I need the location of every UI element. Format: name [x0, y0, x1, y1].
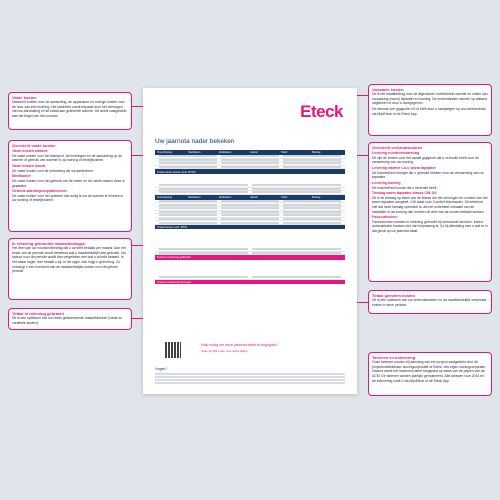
callout-title: Variabele kosten	[372, 87, 404, 92]
callout-text: Dit is de toeslag op basis van de klasse die het vermogen en comfort van het warm tapwater aangeeft. CW staat voor Comfort Warmwater. Dit betekent niet dat deze toeslag optioneel is, als het onderdeel uitmaakt van de installatie in uw woning dan moeten dit deel van de kosten betaald worden.	[372, 195, 488, 214]
callout-text: De tarieven per gigajoule m3 of kWh kunt u raadplegen op ons tarievenblad via MijnEteck of de Eteck App.	[372, 106, 486, 116]
total-row	[155, 280, 345, 285]
callout-subtitle: Vaste kosten warmte	[12, 149, 48, 154]
callout-title: In rekening gebrachte maandbedragen	[12, 241, 86, 246]
verbruikskosten-table	[155, 184, 345, 229]
column-header: Startdatum	[188, 195, 201, 199]
total-row	[155, 225, 345, 230]
callout-vaste-kosten	[8, 92, 132, 130]
total-label: Totaal kosten excl. BTW	[157, 225, 187, 230]
column-header: Einddatum	[219, 151, 232, 154]
callout-text: De vaste kosten voor het transport, de leveringen en de aansluiting op de warmte of gebruik van warmte in uw woning of bedrijfsruimte.	[12, 153, 123, 163]
callout-subtitle: Meetkamer	[12, 174, 31, 179]
callout-title: Totaal gemeten kosten	[372, 293, 416, 298]
footer-text	[155, 373, 345, 385]
column-header: Aantal	[250, 195, 258, 199]
total-label: Totaal te betalen/ontvangen	[157, 279, 192, 284]
total-label: Totaal in rekening gebracht	[157, 255, 191, 260]
column-header: Bedrag	[312, 195, 321, 199]
callout-subtitle: Gebruik warmtepomp/afleverset	[12, 189, 67, 194]
column-header: Startdatum	[188, 151, 201, 154]
callout-title: Overzicht vaste kosten	[12, 143, 56, 148]
column-header: Bedrag	[312, 151, 321, 154]
document-title: Uw jaarnota nader bekeken	[155, 138, 235, 145]
total-row	[155, 255, 345, 260]
callout-variabele-kosten	[368, 84, 492, 136]
eteck-logo: Eteck	[300, 102, 343, 121]
callout-totaal-verbruik	[368, 290, 492, 314]
total-label: Totaal vaste kosten (incl. BTW)	[157, 169, 196, 174]
invoice-document	[143, 88, 357, 394]
callout-subtitle: Levering warmte t.b.v. warm tapwater	[372, 166, 436, 171]
callout-subtitle: Vaste kosten koude	[12, 164, 46, 169]
callout-text: De vaste kosten voor het systeem dat nodig is om de warmte te leveren in uw woning of bedrijfsruimte.	[12, 193, 124, 203]
callout-title: Vaste kosten	[12, 95, 37, 100]
callout-tarieven	[368, 352, 492, 396]
column-header: Tarief	[281, 151, 288, 154]
maandbedragen-table	[155, 248, 345, 260]
help-text: Hulp nodig om deze jaarnota beter te begrijpen?	[201, 343, 278, 347]
help-subtext: Scan de QR-code voor extra uitleg!	[201, 349, 248, 353]
callout-text: Dit zijn de kosten voor het aantal gigajoule dat u verbruikt heeft voor de verwarming van uw woning.	[372, 155, 479, 165]
callout-text: De hoeveelheid koude die u verbruikt heeft.	[372, 185, 438, 190]
callout-text: De vaste kosten voor de verkoeling die wij aanleveren.	[12, 168, 94, 173]
callout-text: Onze tarieven worden bij aanvang van een project vastgesteld door de projectontwikkelaar, woningcorporatie of Eteck, ons eigen woningcorporatie. Daarna wordt het maximum tarief toegepast op basis van de prijzen van de ACM. De tarieven worden jaarlijks geïndexeerd. Alle tarieven voor 2024 en de indexering vindt u via MijnEteck of de Eteck App.	[372, 360, 487, 383]
total-row	[155, 169, 345, 174]
callout-overzicht-verbruikskosten	[368, 142, 492, 282]
callout-text: De hoeveelheid energie die u gebruikt hebben voor de verwarming van uw tapwater.	[372, 170, 484, 180]
callout-subtitle: Levering ruimteverwarming	[372, 151, 420, 156]
callout-text: Factuurkosten worden in rekening gebracht bij verstuurde facturen. Indien automatische incasso niet van toepassing is. Zo bij afbetaling zien u wat er in dat geval op uw jaarnota staat.	[372, 219, 488, 234]
vragen-label: Vragen?	[155, 367, 167, 371]
totaal-table	[155, 276, 345, 284]
callout-title: Overzicht verbruikskosten	[372, 145, 423, 150]
column-header: Aantal	[250, 151, 258, 154]
callout-text: Het deel van uw voorschotbedrag dat u al heeft betaald per maand. Aan het einde van de periode wordt berekend wat u daadwerkelijk hebt gebruikt. Uw factuur voor de periode wordt dan vergeleken met wat u al hebt betaald. Is het totaal hoger, dan betaalt u bij. Is het lager, dan krijgt u geld terug. Zo ontvangt u een overzicht van de daadwerkelijke kosten voor de gehele periode.	[12, 246, 126, 274]
callout-totaal-gebracht	[8, 308, 132, 330]
callout-overzicht-vaste-kosten	[8, 140, 132, 232]
callout-title: Totaal in rekening gebracht	[12, 311, 64, 316]
callout-subtitle: Factuurkosten	[372, 215, 397, 220]
column-header: Einddatum	[219, 195, 232, 199]
callout-text: Dit is een optelsom van uw reeds gefactureerde maandfacturen (vaste en variabele kosten).	[12, 316, 123, 325]
callout-in-rekening-maandbedragen	[8, 238, 132, 300]
callout-subtitle: Levering koeling	[372, 180, 401, 185]
column-header: Tarief	[281, 195, 288, 199]
callout-text: Vastrecht kosten voor de aansluiting, de apparatuur en overige kosten voor de huur van een levering. Het vastrecht wordt bepaald door het vermogen van uw aansluiting of het totaal aan geleverde warmte. Dit wordt vastgesteld aan het begin van het contract.	[12, 100, 127, 118]
qr-code[interactable]	[165, 342, 181, 358]
callout-title: Tarieven en indexering	[372, 355, 416, 360]
callout-subtitle: Toeslag warm tapwater klasse CW 3/4	[372, 191, 437, 196]
vaste-kosten-table	[155, 150, 345, 174]
column-header: Omschrijving	[157, 195, 172, 199]
callout-text: De vaste kosten voor het gebruik van de meter en de ruimte waarin deze is geplaatst.	[12, 178, 125, 188]
column-header: Omschrijving	[157, 151, 172, 154]
callout-text: Dit is het totaalbedrag voor de afgenomen hoeveelheid warmte en indien van toepassing (warm) tapwater en koeling. De meterstanden worden op afstand uitgelezen of door u doorgegeven.	[372, 92, 488, 106]
callout-text: Dit is een optelsom van uw verbruikskosten en uw daadwerkelijke verbruikte kosten in deze periode.	[372, 298, 487, 307]
